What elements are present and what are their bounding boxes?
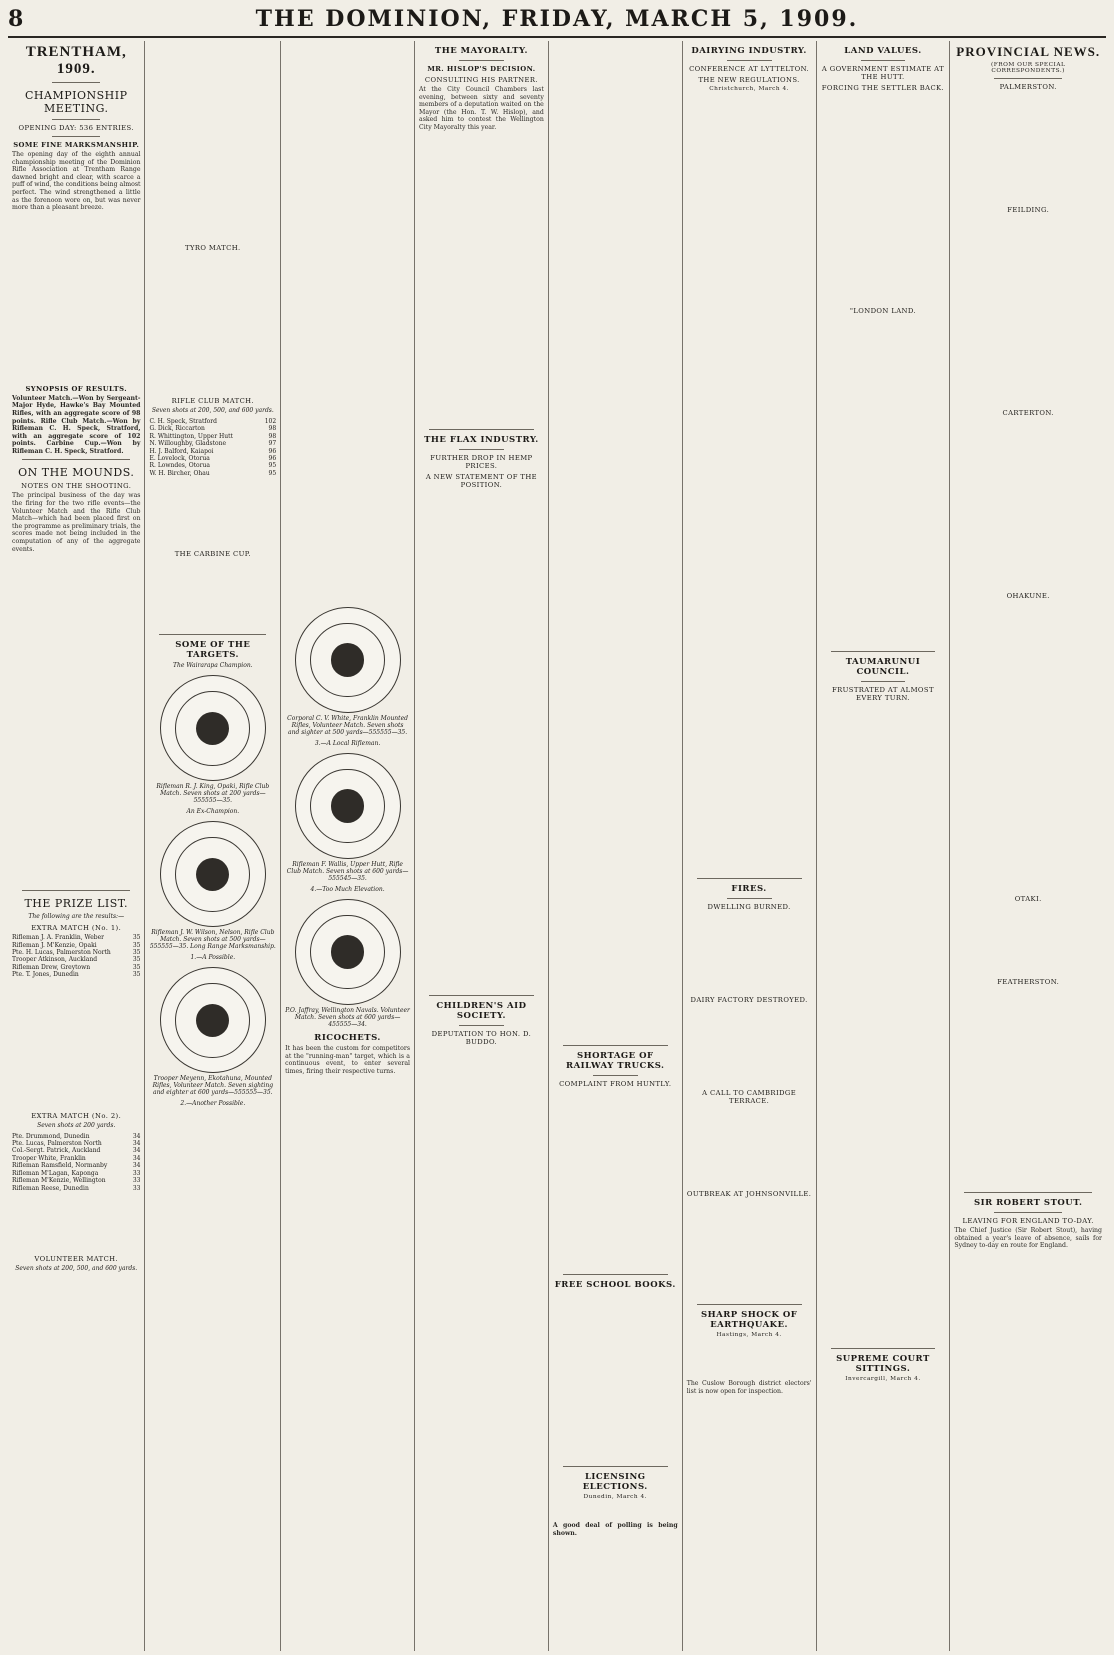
dairying-subheading: CONFERENCE AT LYTTELTON. (689, 65, 810, 73)
rifle-club-name: N. Willoughby, Gladstone (149, 440, 227, 448)
extra-match-1-score: 35 (132, 971, 141, 979)
cambridge-subheading: A CALL TO CAMBRIDGE TERRACE. (702, 1089, 797, 1105)
land-values-heading: LAND VALUES. (844, 46, 922, 56)
rifle-club-heading: RIFLE CLUB MATCH. (171, 397, 255, 405)
land-values-subheading-2: FORCING THE SETTLER BACK. (821, 84, 945, 92)
column-dairying (683, 41, 817, 1651)
flax-subheading-2: A NEW STATEMENT OF THE POSITION. (425, 472, 538, 489)
extra-match-2-name: Pte. Lucas, Palmerston North (12, 1140, 102, 1148)
target-diagram-4 (295, 607, 401, 713)
extra-match-1-score: 35 (132, 963, 141, 971)
rifle-club-row (149, 462, 276, 469)
subhead-entries: OPENING DAY: 536 ENTRIES. (18, 124, 134, 132)
tyro-match-heading: TYRO MATCH. (185, 244, 241, 252)
extra-match-2-score: 34 (132, 1140, 141, 1148)
land-values-subheading: A GOVERNMENT ESTIMATE AT THE HUTT. (821, 65, 944, 81)
extra-match-2-name: Rifleman M'Lagan, Kaponga (12, 1169, 99, 1177)
mounds-subheading: NOTES ON THE SHOOTING. (21, 482, 132, 491)
rifle-club-name: E. Lovelock, Otorua (149, 455, 210, 463)
extra-match-2-name: Col.-Sergt. Patrick, Auckland (12, 1147, 101, 1155)
extra-match-1-score: 35 (132, 949, 141, 957)
earthquake-last-line: The Cuslow Borough district electors' list is now open for inspection. (686, 1380, 812, 1395)
rifle-club-sub: Seven shots at 200, 500, and 600 yards. (151, 407, 274, 414)
provincial-subheading: (FROM OUR SPECIAL CORRESPONDENTS.) (990, 62, 1066, 74)
rifle-club-row (149, 440, 276, 447)
target-diagram-2 (160, 821, 266, 927)
column-mayoralty (415, 41, 549, 1651)
extra-match-2-score: 33 (132, 1177, 141, 1185)
mounds-text: The principal business of the day was the firing for the two rifle events—the Volunteer Match and the Rifle Club Match—which had been placed first on the programme as preliminary trials, the scores made not being included in the computation of any of the aggregate events. (12, 492, 141, 553)
extra-match-2-row (12, 1133, 140, 1140)
town-feilding: FEILDING. (1007, 206, 1050, 214)
extra-match-2-score: 34 (132, 1162, 141, 1170)
extra-match-1-name: Rifleman Drew, Greytown (12, 963, 91, 971)
mayoralty-text: At the City Council Chambers last evening, between sixty and seventy members of a deputation waited on the Mayor (the Hon. T. W. Hislop), and asked him to contest the Wellington City Mayoralty this year. (419, 86, 544, 131)
stout-subheading: LEAVING FOR ENGLAND TO-DAY. (962, 1217, 1094, 1225)
earthquake-heading: SHARP SHOCK OF EARTHQUAKE. (700, 1310, 798, 1330)
taumarunui-subheading: FRUSTRATED AT ALMOST EVERY TURN. (832, 686, 934, 702)
rifle-club-row (149, 425, 276, 432)
extra-match-2-list (12, 1133, 140, 1192)
earthquake-dateline: Hastings, March 4. (716, 1332, 782, 1338)
column-land-values (817, 41, 951, 1651)
column-targets (281, 41, 415, 1651)
column-provincial (950, 41, 1106, 1651)
rifle-club-name: R. Lowndes, Otorua (149, 462, 210, 470)
fires-heading: FIRES. (731, 884, 767, 894)
target-1-caption: Rifleman R. J. King, Opaki, Rifle Club Match. Seven shots at 200 yards—555555—35. (156, 783, 270, 805)
extra-match-1-name: Trooper Atkinson, Auckland (12, 956, 98, 964)
taumarunui-heading: TAUMARUNUI COUNCIL. (845, 657, 921, 677)
extra-match-2-row (12, 1162, 140, 1169)
extra-match-2-row (12, 1147, 140, 1154)
mayoralty-subheading: MR. HISLOP'S DECISION. (427, 65, 536, 73)
supreme-court-dateline: Invercargill, March 4. (845, 1376, 921, 1382)
rifle-club-score: 98 (268, 425, 277, 433)
targets-heading: SOME OF THE TARGETS. (175, 640, 251, 661)
rifle-club-name: H. J. Balford, Kaiapoi (149, 447, 214, 455)
extra-match-2-sub: Seven shots at 200 yards. (37, 1121, 116, 1129)
rifle-club-row (149, 418, 276, 425)
target-diagram-3 (160, 967, 266, 1073)
rifle-club-score: 95 (268, 469, 277, 477)
extra-match-2-row (12, 1177, 140, 1184)
rifle-club-row (149, 455, 276, 462)
target-4-label: 3.—A Local Rifleman. (314, 740, 381, 747)
target-3-label: 2.—Another Possible. (180, 1100, 246, 1108)
free-books-heading: FREE SCHOOL BOOKS. (554, 1280, 676, 1290)
provincial-heading: PROVINCIAL NEWS. (956, 44, 1101, 59)
rifle-club-score: 96 (268, 447, 277, 455)
columns (8, 41, 1106, 1651)
children-aid-heading: CHILDREN'S AID SOCIETY. (436, 1000, 527, 1021)
dairying-dateline: Christchurch, March 4. (709, 86, 789, 92)
rifle-club-name: C. H. Speck, Stratford (149, 418, 217, 425)
rifle-club-name: G. Dick, Riccarton (149, 425, 205, 433)
results-synopsis: Volunteer Match.—Won by Sergeant-Major Hyde, Hawke's Bay Mounted Rifles, with an aggregate score of 98 points. Rifle Club Match.—Won by Rifleman C. H. Speck, Stratford, with an aggregate score of 102 points. Carbine Cup.—Won by Rifleman C. H. Speck, Stratford. (12, 394, 141, 455)
ricochets-heading: RICOCHETS. (314, 1033, 381, 1043)
rifle-club-score: 95 (268, 462, 277, 470)
extra-match-2-heading: EXTRA MATCH (No. 2). (31, 1111, 122, 1120)
fires-subheading: DWELLING BURNED. (707, 903, 791, 911)
extra-match-1-row (12, 934, 140, 941)
extra-match-1-score: 35 (132, 941, 141, 949)
extra-match-2-row (12, 1185, 140, 1192)
mayoralty-heading: THE MAYORALTY. (434, 46, 528, 56)
rifle-club-row (149, 433, 276, 440)
extra-match-1-name: Pte. H. Lucas, Palmerston North (12, 949, 111, 957)
ricochets-text: It has been the custom for competitors at the "running-man" target, which is a continuous event, to enter several times, firing their respective turns. (285, 1045, 410, 1075)
dairying-heading: DAIRYING INDUSTRY. (691, 46, 807, 56)
section-marksmanship: SOME FINE MARKSMANSHIP. (13, 141, 140, 149)
extra-match-2-row (12, 1140, 140, 1147)
column-matches (145, 41, 281, 1651)
town-carterton: CARTERTON. (1002, 409, 1054, 417)
target-diagram-6 (295, 899, 401, 1005)
extra-match-1-row (12, 956, 140, 963)
article-intro: The opening day of the eighth annual championship meeting of the Dominion Rifle Association at Trentham Range dawned bright and clear, with scarce a puff of wind, the conditions being almost perfect. The wind strengthened a little as the forenoon wore on, but was never more than a pleasant breeze. (12, 151, 141, 212)
extra-match-1-score: 35 (132, 934, 141, 942)
target-6-caption: P.O. Jaffray, Wellington Navals. Volunteer Match. Seven shots at 600 yards—455555—34. (285, 1007, 410, 1028)
volunteer-match-sub: Seven shots at 200, 500, and 600 yards. (15, 1264, 138, 1272)
licensing-last-line: A good deal of polling is being shown. (552, 1522, 678, 1537)
london-land-heading: "LONDON LAND. (849, 307, 917, 315)
rifle-club-score: 96 (268, 455, 277, 463)
extra-match-1-name: Rifleman J. A. Franklin, Weber (12, 934, 105, 942)
rifle-club-row (149, 448, 276, 455)
extra-match-1-row (12, 942, 140, 949)
extra-match-2-name: Rifleman Ramsfield, Normanby (12, 1162, 108, 1170)
target-diagram-5 (295, 753, 401, 859)
extra-match-1-row (12, 964, 140, 971)
flax-subheading: FURTHER DROP IN HEMP PRICES. (430, 453, 533, 470)
extra-match-2-score: 34 (132, 1147, 141, 1155)
target-3-caption: Trooper Meyenn, Ekotahuna, Mounted Rifles, Volunteer Match. Seven sighting and eighter at 600 yards—555555—35. (152, 1075, 274, 1097)
target-2-label: 1.—A Possible. (190, 954, 236, 962)
dairy-factory-subheading: DAIRY FACTORY DESTROYED. (690, 996, 808, 1004)
town-featherston: FEATHERSTON. (997, 978, 1060, 986)
rifle-club-row (149, 470, 276, 477)
target-4-caption: Corporal C. V. White, Franklin Mounted Rifles, Volunteer Match. Seven shots and sighter at 500 yards—555555—35. (287, 715, 408, 736)
stout-text: The Chief Justice (Sir Robert Stout), having obtained a year's leave of absence, sails for Sydney to-day en route for England. (954, 1227, 1102, 1250)
rifle-club-name: W. H. Bircher, Ohau (149, 469, 210, 477)
extra-match-1-list (12, 934, 140, 978)
newspaper-title: THE DOMINION, FRIDAY, MARCH 5, 1909. (255, 6, 859, 32)
target-diagram-1 (160, 675, 266, 781)
town-palmerston: PALMERSTON. (999, 83, 1057, 91)
extra-match-2-name: Pte. Drummond, Dunedin (12, 1132, 90, 1140)
subhead-championship: CHAMPIONSHIP MEETING. (25, 89, 128, 115)
results-heading: SYNOPSIS OF RESULTS. (25, 384, 127, 393)
licensing-dateline: Dunedin, March 4. (583, 1494, 648, 1500)
extra-match-2-score: 34 (132, 1132, 141, 1140)
children-aid-subheading: DEPUTATION TO HON. D. BUDDO. (431, 1029, 532, 1046)
target-1-label: An Ex-Champion. (186, 808, 240, 816)
rifle-club-score: 102 (264, 418, 277, 425)
column-trentham (8, 41, 145, 1651)
mounds-heading: ON THE MOUNDS. (18, 466, 135, 480)
outbreak-subheading: OUTBREAK AT JOHNSONVILLE. (686, 1190, 812, 1198)
article-body-1 (12, 218, 140, 226)
masthead (8, 6, 1106, 38)
extra-match-1-name: Pte. T. Jones, Dunedin (12, 971, 79, 979)
prize-list-heading: THE PRIZE LIST. (24, 897, 129, 911)
extra-match-2-score: 33 (132, 1184, 141, 1192)
flax-heading: THE FLAX INDUSTRY. (424, 434, 539, 445)
extra-match-2-name: Rifleman M'Kenzie, Wellington (12, 1177, 106, 1185)
extra-match-1-score: 35 (132, 956, 141, 964)
volunteer-match-heading: VOLUNTEER MATCH. (34, 1254, 119, 1263)
rifle-club-list (149, 418, 276, 477)
target-5-label: 4.—Too Much Elevation. (310, 886, 385, 893)
targets-subheading: The Wairarapa Champion. (173, 662, 253, 670)
supreme-court-heading: SUPREME COURT SITTINGS. (836, 1354, 930, 1374)
extra-match-2-row (12, 1170, 140, 1177)
shortage-subheading: COMPLAINT FROM HUNTLY. (559, 1080, 672, 1088)
mayoralty-subheading-2: CONSULTING HIS PARTNER. (424, 76, 538, 84)
target-5-caption: Rifleman F. Wallis, Upper Hutt, Rifle Club Match. Seven shots at 600 yards—555545—35. (286, 861, 409, 882)
column-railway (549, 41, 683, 1651)
extra-match-1-row (12, 949, 140, 956)
dairying-subheading-2: THE NEW REGULATIONS. (698, 76, 800, 84)
extra-match-1-name: Rifleman J. M'Kenzie, Opaki (12, 941, 97, 949)
carbine-cup-heading: THE CARBINE CUP. (174, 550, 251, 559)
rifle-club-name: R. Whittington, Upper Hutt (149, 432, 233, 440)
extra-match-1-heading: EXTRA MATCH (No. 1). (31, 924, 122, 933)
shortage-heading: SHORTAGE OF RAILWAY TRUCKS. (566, 1051, 665, 1071)
headline-trentham: TRENTHAM, 1909. (25, 44, 127, 77)
extra-match-2-row (12, 1155, 140, 1162)
town-ohakune: OHAKUNE. (1006, 592, 1050, 600)
licensing-heading: LICENSING ELECTIONS. (582, 1472, 648, 1492)
page-number: 8 (8, 6, 24, 32)
extra-match-2-name: Rifleman Reese, Dunedin (12, 1184, 89, 1192)
rifle-club-score: 98 (268, 432, 277, 440)
extra-match-2-name: Trooper White, Franklin (12, 1154, 86, 1162)
stout-heading: SIR ROBERT STOUT. (973, 1198, 1083, 1208)
target-2-caption: Rifleman J. W. Wilson, Nelson, Rifle Club Match. Seven shots at 500 yards—555555—35. Long Range Marksmanship. (149, 929, 276, 951)
rifle-club-score: 97 (268, 440, 277, 448)
extra-match-2-score: 34 (132, 1154, 141, 1162)
town-otaki: OTAKI. (1014, 895, 1042, 903)
extra-match-2-score: 33 (132, 1169, 141, 1177)
extra-match-1-row (12, 971, 140, 978)
prize-list-intro: The following are the results:— (28, 913, 125, 921)
